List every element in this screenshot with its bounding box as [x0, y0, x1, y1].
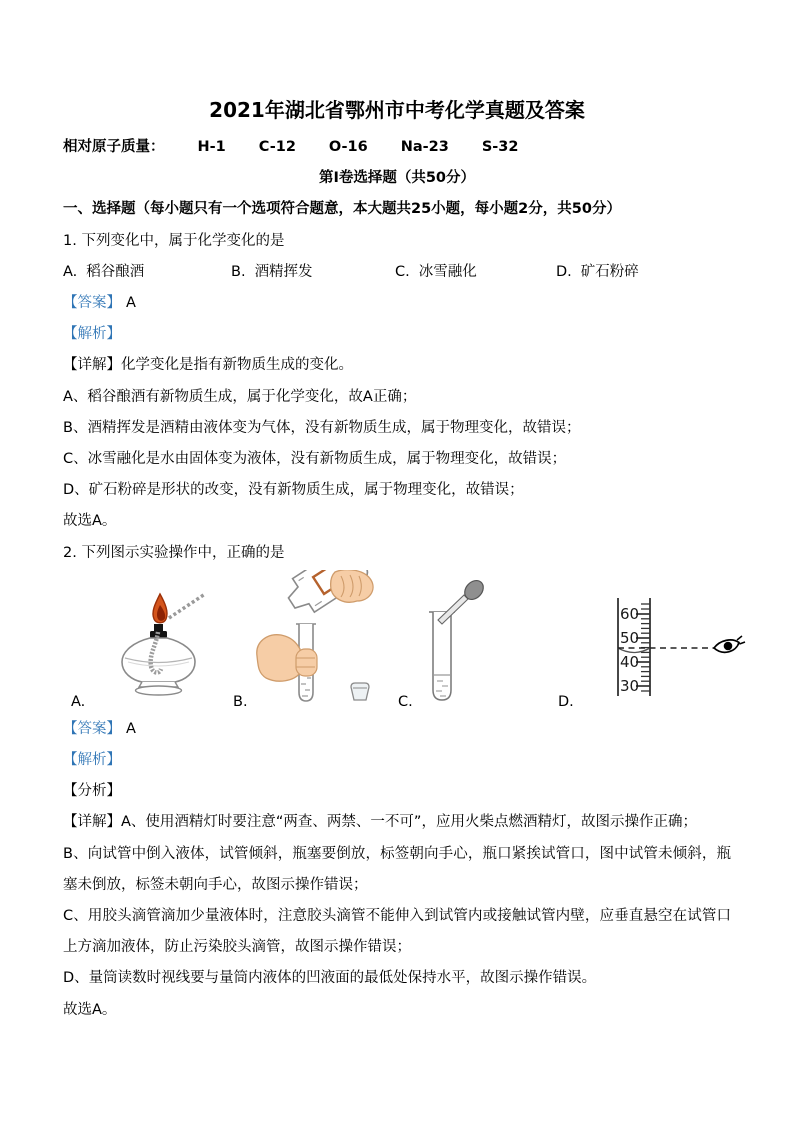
atomic-mass-c: C-12 — [258, 139, 296, 155]
q2-stem: 2. 下列图示实验操作中，正确的是 — [63, 544, 285, 561]
atomic-mass-o: O-16 — [328, 139, 368, 155]
atomic-mass-s: S-32 — [481, 139, 519, 155]
q2-detail-a-line — [63, 807, 731, 838]
figure-d-graduated-cylinder — [556, 570, 731, 712]
q1-answer-value: A — [126, 295, 136, 312]
q1-detail-c: C、冰雪融化是水由固体变为液体，没有新物质生成，属于物理变化，故错误； — [63, 451, 567, 468]
q1-detail-d: D、矿石粉碎是形状的改变，没有新物质生成，属于物理变化，故错误； — [63, 482, 524, 499]
figure-c-dropper — [395, 570, 556, 712]
lamp-base — [136, 686, 182, 695]
lamp-cap-knob — [154, 624, 163, 632]
q2-analysis-line — [63, 745, 731, 776]
q2-answer-value: A — [126, 720, 136, 737]
atomic-mass-h: H-1 — [197, 139, 226, 155]
atomic-mass-na: Na-23 — [400, 139, 449, 155]
q1-conclusion: 故选A。 — [63, 513, 117, 530]
q1-detail-a: A、稻谷酿酒有新物质生成，属于化学变化，故A正确； — [63, 388, 417, 405]
option-label: B. — [231, 263, 246, 280]
q2-conclusion: 故选A。 — [63, 1001, 117, 1018]
q2-detail-d: D、量筒读数时视线要与量筒内液体的凹液面的最低处保持水平，故图示操作错误。 — [63, 970, 597, 987]
q2-detail-a: A、使用酒精灯时要注意“两查、两禁、一不可”，应用火柴点燃酒精灯，故图示操作正确； — [121, 814, 697, 831]
fenxi-label: 【分析】 — [63, 783, 121, 800]
atomic-mass-label: 相对原子质量： — [63, 139, 165, 155]
answer-label: 【答案】 — [63, 720, 121, 737]
option-text: 冰雪融化 — [418, 263, 477, 280]
detail-label: 【详解】 — [63, 814, 121, 831]
q1-detail-intro-line — [63, 350, 731, 381]
option-text: 酒精挥发 — [254, 263, 313, 280]
bottle-stopper — [351, 683, 369, 700]
match-stick — [169, 594, 205, 618]
figure-b-label: B. — [233, 693, 248, 710]
dropper-test-tube-icon — [417, 572, 501, 710]
q1-option-a — [63, 257, 231, 288]
dropper-pipe — [438, 595, 468, 624]
q2-detail-b: B、向试管中倒入液体，试管倾斜，瓶塞要倒放，标签朝向手心，瓶口紧挨试管口，图中试管未倾斜，瓶塞未倒放，标签未朝向手心，故图示操作错误； — [63, 845, 731, 893]
q2-detail-c: C、用胶头滴管滴加少量液体时，注意胶头滴管不能伸入到试管内或接触试管内壁，应垂直悬空在试管口上方滴加液体，防止污染胶头滴管，故图示操作错误； — [63, 908, 731, 956]
option-label: C. — [395, 263, 410, 280]
alcohol-lamp-icon — [91, 576, 231, 712]
q1-analysis-line — [63, 319, 731, 350]
holding-hand — [257, 635, 300, 681]
q2-fenxi-line — [63, 776, 731, 807]
part-heading: 一、选择题（每小题只有一个选项符合题意，本大题共25小题，每小题2分，共50分） — [63, 201, 621, 218]
figure-c-label: C. — [398, 693, 413, 710]
graduated-cylinder-icon — [574, 570, 746, 708]
q1-options — [63, 257, 731, 288]
eye-pupil — [724, 642, 733, 651]
page-title: 2021年湖北省鄂州市中考化学真题及答案 — [209, 98, 585, 122]
option-label: D. — [556, 263, 572, 280]
q1-option-c — [395, 257, 556, 288]
analysis-label: 【解析】 — [63, 752, 121, 769]
option-text: 矿石粉碎 — [580, 263, 639, 280]
pouring-hand — [331, 570, 373, 602]
q1-stem: 1. 下列变化中，属于化学变化的是 — [63, 232, 285, 249]
figure-a-label: A. — [71, 693, 86, 710]
holding-hand-fingers — [296, 649, 317, 676]
scale-50: 50 — [620, 628, 640, 647]
major-ticks — [636, 614, 650, 686]
answer-label: 【答案】 — [63, 295, 121, 312]
q1-detail-intro: 化学变化是指有新物质生成的变化。 — [121, 357, 353, 374]
q2-answer-line — [63, 714, 731, 745]
pouring-liquid-icon — [249, 570, 401, 710]
option-label: A. — [63, 263, 78, 280]
detail-label: 【详解】 — [63, 357, 121, 374]
section-heading: 第Ⅰ卷选择题（共50分） — [318, 170, 476, 187]
q2-figures — [63, 570, 731, 712]
test-tube — [433, 612, 451, 700]
figure-a-alcohol-lamp — [63, 570, 231, 712]
q1-option-b — [231, 257, 395, 288]
option-text: 稻谷酿酒 — [86, 263, 145, 280]
q1-answer-line — [63, 288, 731, 319]
figure-d-label: D. — [558, 693, 574, 710]
analysis-label: 【解析】 — [63, 326, 121, 343]
scale-40: 40 — [620, 652, 640, 671]
q1-detail-b: B、酒精挥发是酒精由液体变为气体，没有新物质生成，属于物理变化，故错误； — [63, 419, 581, 436]
figure-b-pouring-liquid — [231, 570, 395, 712]
scale-30: 30 — [620, 676, 640, 695]
q1-option-d — [556, 257, 731, 288]
atomic-mass-line — [63, 132, 731, 163]
scale-60: 60 — [620, 604, 640, 623]
